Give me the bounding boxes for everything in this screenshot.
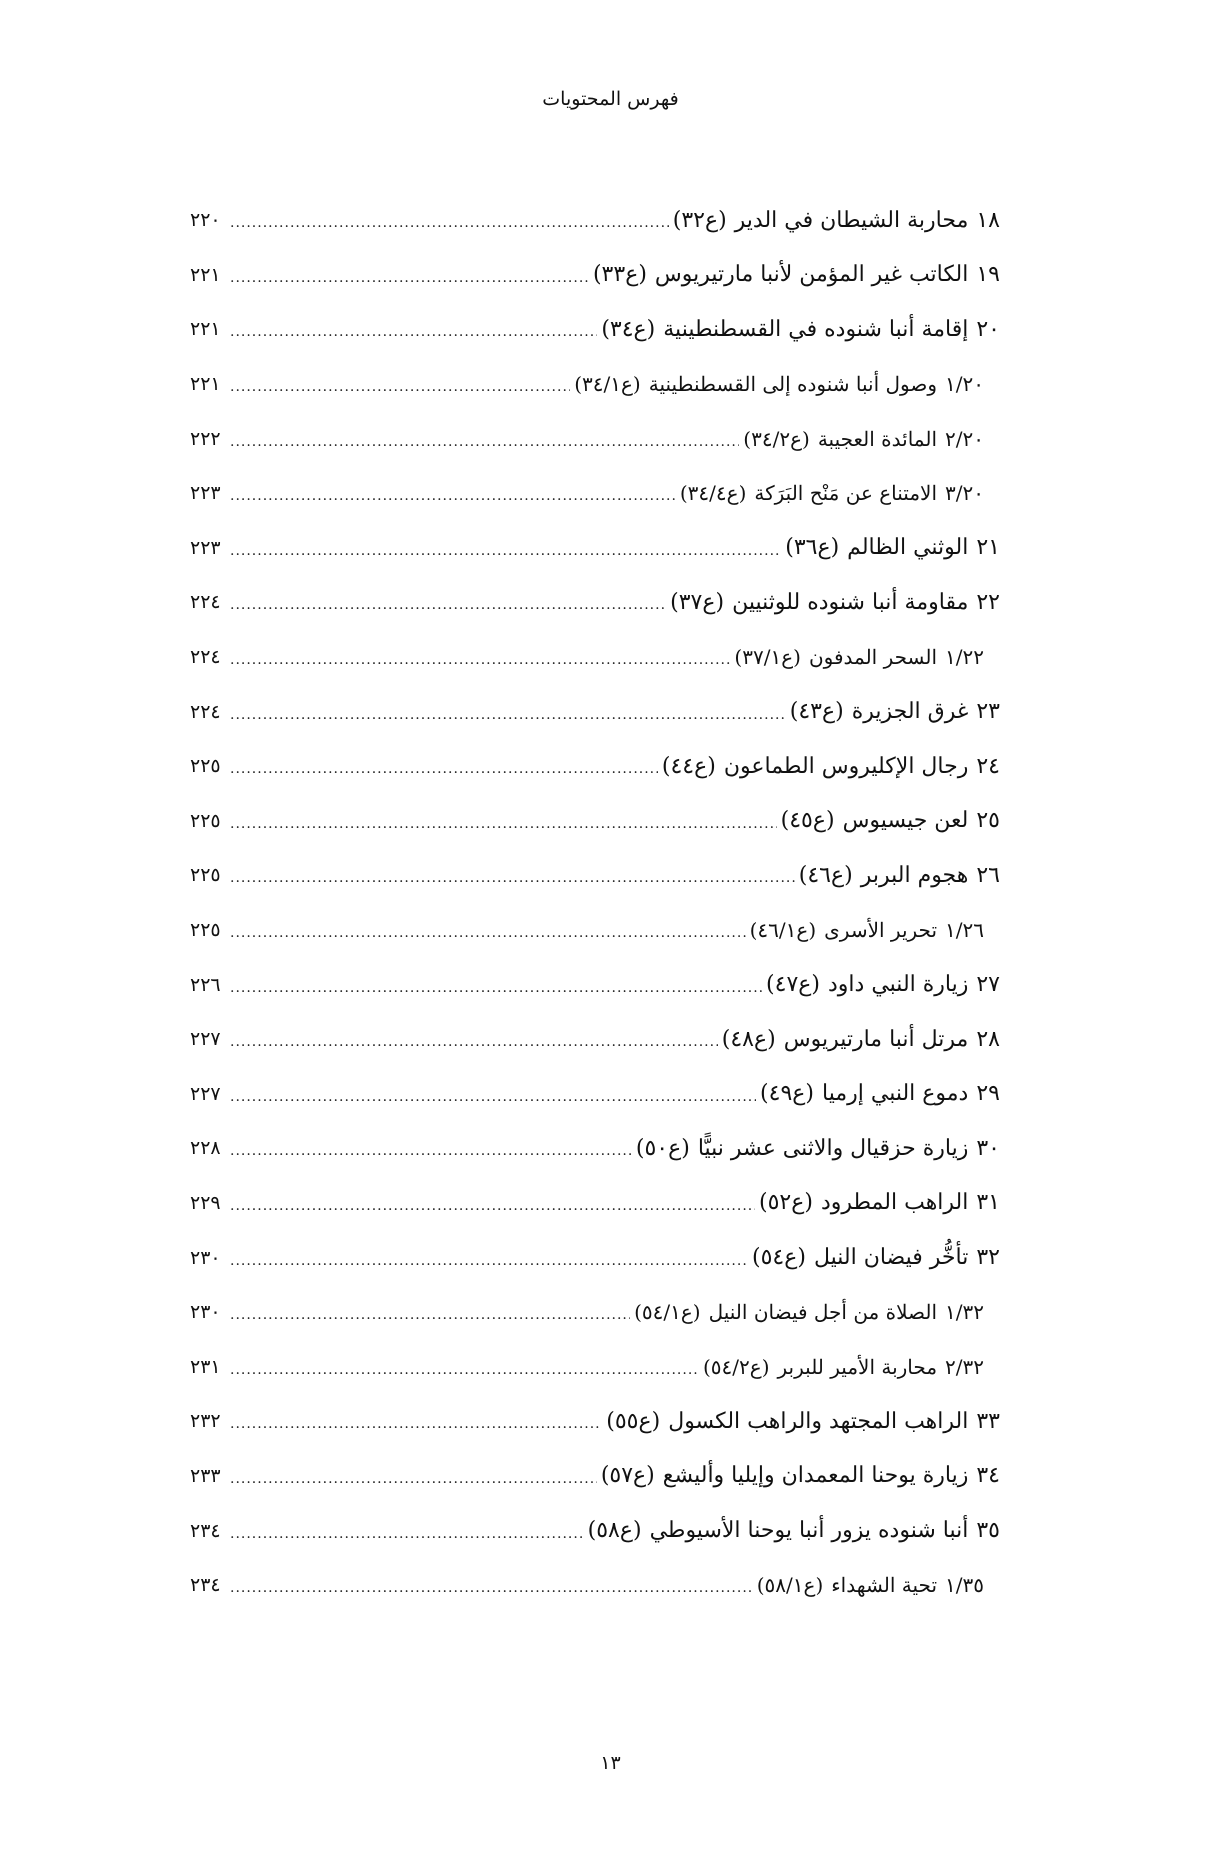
entry-page-number: ٢٣٢ xyxy=(190,1410,221,1433)
entry-page-number: ٢٢٨ xyxy=(190,1137,221,1160)
entry-reference: (ع٤٣) xyxy=(789,699,844,725)
dot-leader xyxy=(230,1083,756,1105)
entry-number: ٢٢ xyxy=(976,589,1000,615)
entry-number: ١/٣٢ xyxy=(945,1300,984,1325)
entry-number: ٢٣ xyxy=(976,699,1000,725)
running-head: فهرس المحتويات xyxy=(542,88,679,110)
dot-leader xyxy=(230,537,781,559)
entry-reference: (ع٥٤/٢) xyxy=(702,1354,770,1379)
entry-number: ٢١ xyxy=(976,535,1000,561)
entry-number: ١٨ xyxy=(976,207,1000,233)
entry-reference: (ع٤٤) xyxy=(661,753,716,779)
dot-leader xyxy=(230,1356,699,1378)
entry-number: ١/٣٥ xyxy=(945,1573,984,1598)
entry-title: غرق الجزيرة xyxy=(851,699,969,725)
entry-page-number: ٢٢٥ xyxy=(190,755,221,778)
table-of-contents xyxy=(190,193,1000,1612)
toc-subentry[interactable] xyxy=(190,630,1000,685)
entry-reference: (ع٣٤/١) xyxy=(574,372,641,397)
entry-page-number: ٢٢٥ xyxy=(190,864,221,887)
toc-entry[interactable] xyxy=(190,575,1000,630)
entry-title: إقامة أنبا شنوده في القسطنطينية xyxy=(663,316,969,342)
toc-entry[interactable] xyxy=(190,1394,1000,1449)
toc-entry[interactable] xyxy=(190,848,1000,903)
entry-page-number: ٢٢١ xyxy=(190,373,221,396)
entry-number: ٣/٢٠ xyxy=(945,481,984,506)
entry-number: ٢٥ xyxy=(976,808,1000,834)
entry-page-number: ٢٢٧ xyxy=(190,1028,221,1051)
entry-title: الراهب المجتهد والراهب الكسول xyxy=(668,1408,969,1434)
entry-page-number: ٢٢٣ xyxy=(190,536,221,559)
dot-leader xyxy=(230,1574,753,1596)
dot-leader xyxy=(230,591,666,613)
entry-reference: (ع٣٣) xyxy=(592,262,647,288)
entry-page-number: ٢٣٠ xyxy=(190,1246,221,1269)
toc-entry[interactable] xyxy=(190,248,1000,303)
entry-page-number: ٢٢٢ xyxy=(190,427,221,450)
page-number: ١٣ xyxy=(600,1752,621,1774)
toc-entry[interactable] xyxy=(190,1176,1000,1231)
dot-leader xyxy=(230,264,589,286)
dot-leader xyxy=(230,919,746,941)
entry-title: أنبا شنوده يزور أنبا يوحنا الأسيوطي xyxy=(649,1518,969,1544)
entry-title: محاربة الأمير للبربر xyxy=(777,1354,938,1379)
entry-reference: (ع٥٧) xyxy=(600,1463,655,1489)
entry-reference: (ع٣٧) xyxy=(670,589,725,615)
entry-title: تأخُّر فيضان النيل xyxy=(813,1245,969,1271)
dot-leader xyxy=(230,1028,718,1050)
entry-page-number: ٢٢٠ xyxy=(190,209,221,232)
toc-subentry[interactable] xyxy=(190,357,1000,412)
toc-subentry[interactable] xyxy=(190,1339,1000,1394)
entry-number: ٢٤ xyxy=(976,753,1000,779)
entry-reference: (ع٥٨/١) xyxy=(756,1573,824,1598)
entry-page-number: ٢٢٦ xyxy=(190,973,221,996)
entry-page-number: ٢٢٧ xyxy=(190,1082,221,1105)
entry-reference: (ع٤٨) xyxy=(721,1026,776,1052)
entry-page-number: ٢٣٤ xyxy=(190,1574,221,1597)
entry-title: لعن جيسيوس xyxy=(842,808,969,834)
entry-number: ١/٢٢ xyxy=(945,645,984,670)
entry-title: زيارة حزقيال والاثنى عشر نبيًّا xyxy=(697,1135,969,1161)
entry-page-number: ٢٢٥ xyxy=(190,919,221,942)
toc-entry[interactable] xyxy=(190,1230,1000,1285)
dot-leader xyxy=(230,1520,584,1542)
toc-entry[interactable] xyxy=(190,684,1000,739)
entry-reference: (ع٥٨) xyxy=(587,1518,642,1544)
toc-entry[interactable] xyxy=(190,193,1000,248)
entry-title: الراهب المطرود xyxy=(820,1190,969,1216)
entry-title: زيارة النبي داود xyxy=(828,972,969,998)
toc-entry[interactable] xyxy=(190,1503,1000,1558)
entry-page-number: ٢٣١ xyxy=(190,1355,221,1378)
dot-leader xyxy=(230,755,658,777)
dot-leader xyxy=(230,1410,602,1432)
entry-reference: (ع٣٤/٤) xyxy=(679,481,747,506)
toc-subentry[interactable] xyxy=(190,1285,1000,1340)
entry-title: الوثني الظالم xyxy=(847,535,969,561)
entry-reference: (ع٤٦) xyxy=(798,862,853,888)
entry-page-number: ٢٢٥ xyxy=(190,809,221,832)
entry-reference: (ع٥٤/١) xyxy=(634,1300,701,1325)
entry-number: ١/٢٠ xyxy=(945,372,984,397)
toc-entry[interactable] xyxy=(190,957,1000,1012)
entry-reference: (ع٥٤) xyxy=(752,1245,806,1271)
dot-leader xyxy=(230,428,739,450)
entry-page-number: ٢٣٣ xyxy=(190,1464,221,1487)
dot-leader xyxy=(230,701,786,723)
entry-reference: (ع٤٦/١) xyxy=(749,918,817,943)
entry-title: رجال الإكليروس الطماعون xyxy=(723,753,969,779)
entry-title: السحر المدفون xyxy=(808,645,938,670)
toc-entry[interactable] xyxy=(190,1012,1000,1067)
entry-page-number: ٢٢١ xyxy=(190,263,221,286)
entry-reference: (ع٣٧/١) xyxy=(734,645,801,670)
entry-title: هجوم البربر xyxy=(860,862,969,888)
entry-reference: (ع٤٧) xyxy=(766,972,820,998)
entry-page-number: ٢٢٤ xyxy=(190,646,221,669)
toc-entry[interactable] xyxy=(190,302,1000,357)
dot-leader xyxy=(230,373,570,395)
dot-leader xyxy=(230,810,777,832)
entry-number: ٣٣ xyxy=(976,1408,1000,1434)
dot-leader xyxy=(230,1137,632,1159)
dot-leader xyxy=(230,209,669,231)
entry-number: ١٩ xyxy=(976,262,1000,288)
entry-number: ٢٦ xyxy=(976,862,1000,888)
dot-leader xyxy=(230,974,762,996)
dot-leader xyxy=(230,1301,630,1323)
entry-page-number: ٢٢٤ xyxy=(190,700,221,723)
toc-entry[interactable] xyxy=(190,739,1000,794)
entry-reference: (ع٥٢) xyxy=(759,1190,813,1216)
entry-reference: (ع٤٩) xyxy=(760,1081,814,1107)
toc-subentry[interactable] xyxy=(190,411,1000,466)
toc-entry[interactable] xyxy=(190,1449,1000,1504)
entry-number: ٣٢ xyxy=(976,1245,1000,1271)
toc-entry[interactable] xyxy=(190,794,1000,849)
entry-number: ٢/٣٢ xyxy=(945,1354,984,1379)
entry-title: الامتناع عن مَنْح البَرَكة xyxy=(754,481,938,506)
entry-number: ٣١ xyxy=(976,1190,1000,1216)
entry-reference: (ع٥٠) xyxy=(635,1135,690,1161)
entry-page-number: ٢٢٣ xyxy=(190,482,221,505)
entry-reference: (ع٥٥) xyxy=(606,1408,661,1434)
dot-leader xyxy=(230,1192,755,1214)
entry-title: وصول أنبا شنوده إلى القسطنطينية xyxy=(648,372,938,397)
dot-leader xyxy=(230,646,730,668)
dot-leader xyxy=(230,864,795,886)
entry-title: محاربة الشيطان في الدير xyxy=(734,207,969,233)
toc-entry[interactable] xyxy=(190,1121,1000,1176)
entry-title: الصلاة من أجل فيضان النيل xyxy=(708,1300,938,1325)
dot-leader xyxy=(230,1465,597,1487)
entry-title: مرتل أنبا مارتيريوس xyxy=(783,1026,969,1052)
entry-number: ١/٢٦ xyxy=(945,918,984,943)
entry-reference: (ع٣٢) xyxy=(672,207,727,233)
entry-page-number: ٢٣٠ xyxy=(190,1301,221,1324)
entry-number: ٢٩ xyxy=(976,1081,1000,1107)
toc-subentry[interactable] xyxy=(190,1558,1000,1613)
entry-reference: (ع٤٥) xyxy=(780,808,835,834)
dot-leader xyxy=(230,1247,748,1269)
toc-subentry[interactable] xyxy=(190,466,1000,521)
entry-page-number: ٢٣٤ xyxy=(190,1519,221,1542)
toc-subentry[interactable] xyxy=(190,903,1000,958)
entry-title: الكاتب غير المؤمن لأنبا مارتيريوس xyxy=(654,262,969,288)
entry-reference: (ع٣٦) xyxy=(785,535,840,561)
entry-page-number: ٢٢٤ xyxy=(190,591,221,614)
toc-entry[interactable] xyxy=(190,521,1000,576)
entry-title: تحية الشهداء xyxy=(831,1573,938,1598)
entry-title: تحرير الأسرى xyxy=(824,918,938,943)
entry-number: ٣٤ xyxy=(976,1463,1000,1489)
dot-leader xyxy=(230,482,676,504)
entry-number: ٢٠ xyxy=(976,316,1000,342)
entry-number: ٢٧ xyxy=(976,972,1000,998)
toc-entry[interactable] xyxy=(190,1067,1000,1122)
entry-title: مقاومة أنبا شنوده للوثنيين xyxy=(732,589,969,615)
dot-leader xyxy=(230,318,597,340)
entry-page-number: ٢٢١ xyxy=(190,318,221,341)
entry-number: ٣٥ xyxy=(976,1518,1000,1544)
entry-number: ٣٠ xyxy=(976,1135,1000,1161)
entry-title: دموع النبي إرميا xyxy=(822,1081,969,1107)
entry-number: ٢٨ xyxy=(976,1026,1000,1052)
entry-title: زيارة يوحنا المعمدان وإيليا وأليشع xyxy=(662,1463,969,1489)
entry-reference: (ع٣٤/٢) xyxy=(743,426,810,451)
entry-page-number: ٢٢٩ xyxy=(190,1191,221,1214)
entry-title: المائدة العجيبة xyxy=(817,426,938,451)
entry-number: ٢/٢٠ xyxy=(945,426,984,451)
entry-reference: (ع٣٤) xyxy=(601,316,656,342)
